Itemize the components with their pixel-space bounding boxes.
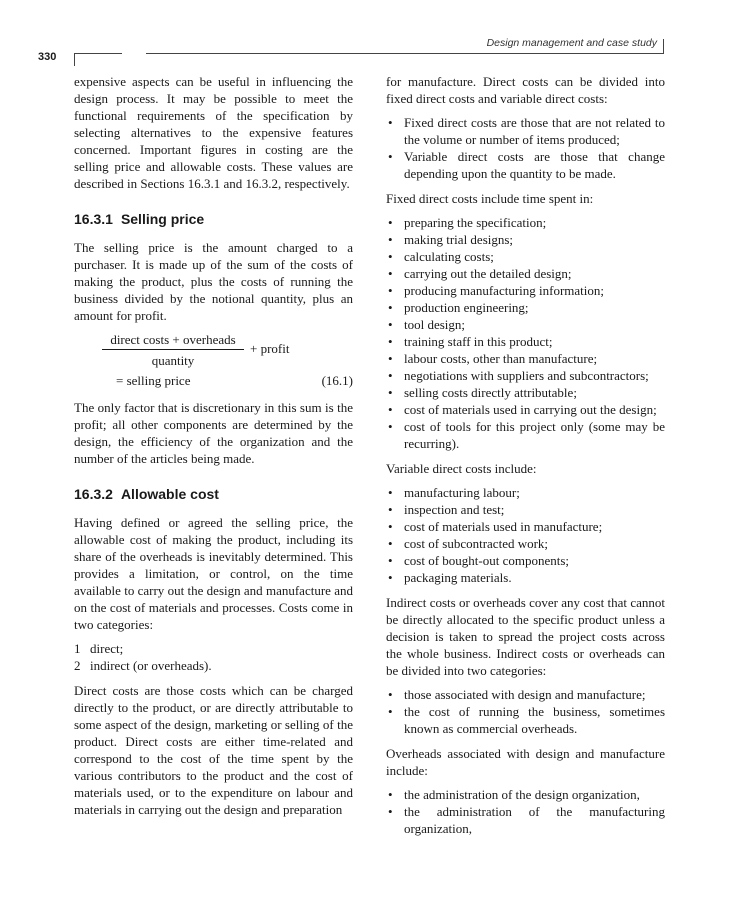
- section-number: 16.3.1: [74, 211, 113, 227]
- equation-fraction: [102, 331, 244, 369]
- section-title: Selling price: [120, 211, 205, 227]
- equation-result: = selling price: [116, 373, 191, 388]
- header-rule-right: [146, 53, 664, 54]
- list-item: • training staff in this product;: [386, 333, 665, 350]
- selling-price-paragraph: The selling price is the amount charged to a purchaser. It is made up of the sum of the costs of making the product, plus the costs of running the business divided by the notional quantity, plus an amount for profit.: [74, 240, 353, 323]
- list-item-text: direct;: [90, 641, 124, 656]
- list-item: • those associated with design and manufacture;: [386, 686, 665, 703]
- overhead-categories-list: [386, 686, 665, 737]
- list-item: [74, 640, 353, 657]
- cost-categories-list: [74, 640, 353, 674]
- list-item: • cost of subcontracted work;: [386, 535, 665, 552]
- discretionary-paragraph: The only factor that is discretionary in this sum is the profit; all other components are determined by the design, the efficiency of the organization and the number of the articles being made.: [74, 400, 353, 466]
- page-number: 330: [38, 51, 57, 63]
- list-item: • tool design;: [386, 316, 665, 333]
- fixed-costs-intro: Fixed direct costs include time spent in:: [386, 191, 594, 206]
- section-number: 16.3.2: [74, 486, 113, 502]
- list-item: • the administration of the manufacturing organization,: [386, 803, 665, 837]
- list-item: • selling costs directly attributable;: [386, 384, 665, 401]
- continuation-paragraph: for manufacture. Direct costs can be divided into fixed direct costs and variable direct costs:: [386, 74, 665, 106]
- indirect-costs-paragraph: Indirect costs or overheads cover any cost that cannot be directly allocated to the specific product unless a decision is taken to spread the project costs across the whole business. Indirect costs or overheads can be divided into two categories:: [386, 595, 665, 678]
- equation-number: (16.1): [321, 373, 353, 388]
- list-item-number: 2: [74, 658, 81, 673]
- list-item: • inspection and test;: [386, 501, 665, 518]
- equation-denominator: quantity: [151, 353, 195, 368]
- right-column: [386, 73, 665, 845]
- list-item: • negotiations with suppliers and subcontractors;: [386, 367, 665, 384]
- list-item-number: 1: [74, 641, 81, 656]
- list-item-text: indirect (or overheads).: [90, 658, 212, 673]
- list-item: • Variable direct costs are those that change depending upon the quantity to be made.: [386, 148, 665, 182]
- header-rule-right-tick: [663, 39, 664, 54]
- section-title: Allowable cost: [120, 486, 219, 502]
- list-item: • manufacturing labour;: [386, 484, 665, 501]
- section-heading-allowable-cost: [74, 485, 353, 503]
- list-item: • cost of materials used in manufacture;: [386, 518, 665, 535]
- list-item: • the cost of running the business, sometimes known as commercial overheads.: [386, 703, 665, 737]
- overhead-items-list: [386, 786, 665, 837]
- equation-plus-profit: + profit: [250, 341, 290, 356]
- list-item: • cost of materials used in carrying out the design;: [386, 401, 665, 418]
- variable-costs-intro: Variable direct costs include:: [386, 461, 537, 476]
- list-item: [74, 657, 353, 674]
- left-column: [74, 73, 353, 825]
- list-item: • production engineering;: [386, 299, 665, 316]
- section-heading-selling-price: [74, 210, 353, 228]
- overheads-intro: Overheads associated with design and manufacture include:: [386, 746, 665, 778]
- list-item: • calculating costs;: [386, 248, 665, 265]
- header-rule-left: [74, 53, 122, 54]
- equation-numerator: direct costs + overheads: [102, 331, 244, 350]
- list-item: • Fixed direct costs are those that are not related to the volume or number of items produced;: [386, 114, 665, 148]
- list-item: • preparing the specification;: [386, 214, 665, 231]
- direct-cost-types-list: [386, 114, 665, 182]
- list-item: • cost of tools for this project only (some may be recurring).: [386, 418, 665, 452]
- list-item: • the administration of the design organization,: [386, 786, 665, 803]
- list-item: • producing manufacturing information;: [386, 282, 665, 299]
- list-item: • packaging materials.: [386, 569, 665, 586]
- direct-costs-paragraph: Direct costs are those costs which can be charged directly to the product, or are directly attributable to some aspect of the design, marketing or selling of the product. Direct costs are either time-related and correspond to the cost of the time spent by the various contributors to the product and the cost of materials used, or to the expenditure on labour and materials in carrying out the design and preparation: [74, 683, 353, 817]
- list-item: • labour costs, other than manufacture;: [386, 350, 665, 367]
- list-item: • making trial designs;: [386, 231, 665, 248]
- equation-16-1: [74, 331, 353, 389]
- running-head: Design management and case study: [486, 37, 657, 49]
- header-rule-left-tick: [74, 53, 75, 66]
- list-item: • carrying out the detailed design;: [386, 265, 665, 282]
- variable-costs-list: [386, 484, 665, 586]
- fixed-costs-list: [386, 214, 665, 452]
- list-item: • cost of bought-out components;: [386, 552, 665, 569]
- intro-paragraph: expensive aspects can be useful in influencing the design process. It may be possible to meet the functional requirements of the specification by selecting alternatives to the expensive features concerned. Important figures in costing are the selling price and allowable costs. These values are described in Sections 16.3.1 and 16.3.2, respectively.: [74, 74, 353, 191]
- allowable-cost-paragraph: Having defined or agreed the selling price, the allowable cost of making the product, including its share of the overheads is inevitably determined. This provides a limitation, or control, on the time available to carry out the design and manufacture and on the cost of materials and processes. Costs come in two categories:: [74, 515, 353, 632]
